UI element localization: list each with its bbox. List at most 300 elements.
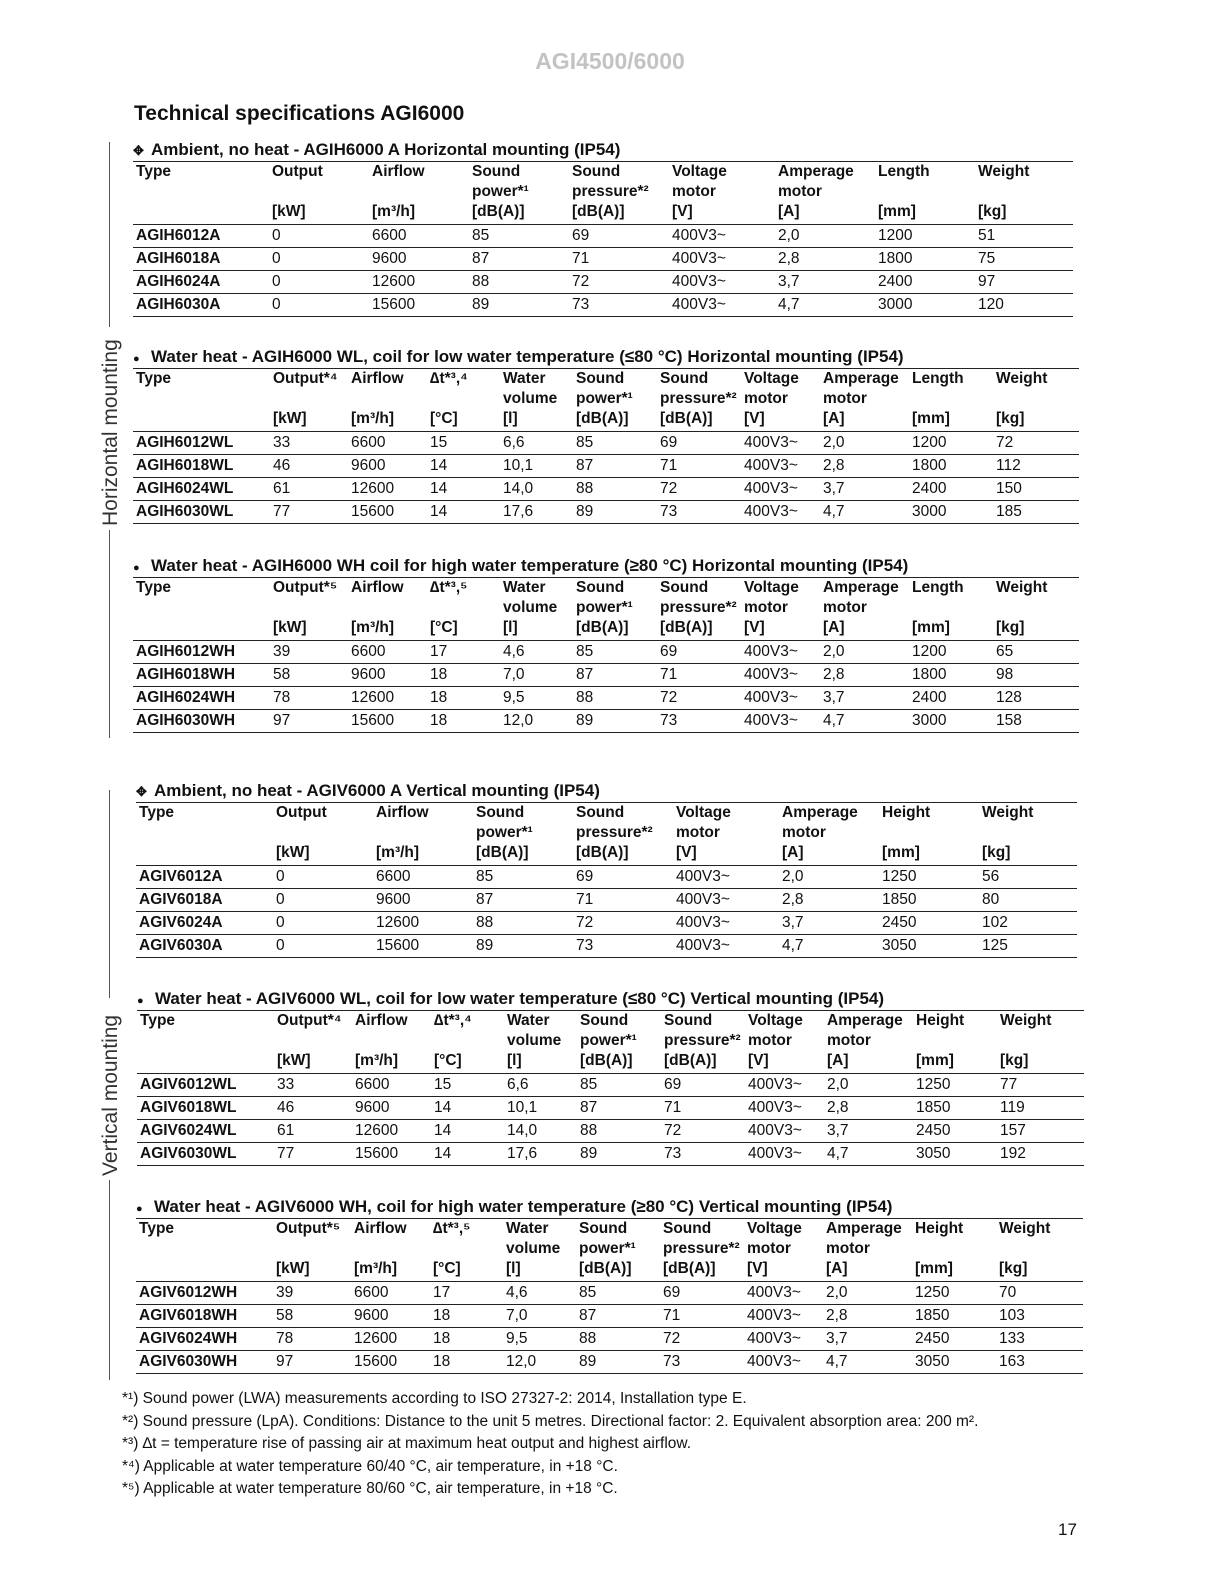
value-cell: 112 — [993, 455, 1079, 478]
value-cell: 72 — [993, 432, 1079, 455]
column-header-line — [916, 1031, 997, 1051]
column-unit: [dB(A)] — [576, 410, 629, 427]
spec-table — [133, 578, 1079, 733]
value-cell: 98 — [993, 664, 1079, 687]
table-row — [136, 889, 1077, 912]
value-cell: 14 — [431, 1143, 504, 1166]
column-header — [137, 1011, 274, 1074]
column-unit: [kW] — [277, 1052, 311, 1069]
value-cell: 163 — [996, 1351, 1083, 1374]
table-row — [136, 1305, 1083, 1328]
type-cell: AGIH6018WH — [133, 664, 270, 687]
column-unit: [m³/h] — [351, 619, 395, 636]
column-header — [741, 578, 820, 641]
value-cell: 85 — [469, 225, 569, 248]
value-cell: 400V3~ — [745, 1120, 824, 1143]
spec-section — [136, 780, 1077, 958]
column-unit: [A] — [826, 1260, 848, 1277]
value-cell: 14 — [427, 455, 500, 478]
column-header — [136, 1219, 273, 1282]
section-title — [136, 780, 1077, 803]
value-cell: 2450 — [913, 1120, 997, 1143]
column-unit — [136, 618, 270, 638]
column-header-line: motor — [747, 1240, 791, 1257]
value-cell: 14,0 — [504, 1120, 577, 1143]
column-header — [657, 369, 741, 432]
column-unit: [°C] — [430, 619, 458, 636]
value-cell: 2400 — [875, 271, 975, 294]
value-cell: 400V3~ — [673, 935, 779, 958]
value-cell: 4,7 — [779, 935, 879, 958]
table-row — [136, 1282, 1083, 1305]
column-header — [775, 162, 875, 225]
column-header-line: Height — [882, 804, 931, 821]
value-cell: 2,0 — [823, 1282, 912, 1305]
column-header-line: Amperage — [827, 1012, 903, 1029]
document-header: AGI4500/6000 — [535, 48, 685, 74]
value-cell: 400V3~ — [673, 866, 779, 889]
column-header — [133, 369, 270, 432]
value-cell: 400V3~ — [741, 641, 820, 664]
column-header-line — [996, 389, 1079, 409]
value-cell: 70 — [996, 1282, 1083, 1305]
value-cell: 71 — [660, 1305, 744, 1328]
value-cell: 89 — [573, 710, 657, 733]
column-header-line: Airflow — [354, 1220, 407, 1237]
value-cell: 61 — [274, 1120, 352, 1143]
table-row — [133, 478, 1079, 501]
column-header-line: pressure*² — [660, 599, 737, 616]
column-header — [503, 1219, 576, 1282]
column-header — [431, 1011, 504, 1074]
column-unit: [kg] — [1000, 1052, 1029, 1069]
column-header-line — [372, 182, 469, 202]
section-title-text: Ambient, no heat - AGIV6000 A Vertical mounting (IP54) — [154, 781, 600, 800]
type-cell: AGIV6030WH — [136, 1351, 273, 1374]
type-cell: AGIH6018WL — [133, 455, 270, 478]
column-header — [133, 578, 270, 641]
value-cell: 9600 — [352, 1097, 431, 1120]
column-header-line: power*¹ — [472, 183, 529, 200]
column-header — [369, 162, 469, 225]
value-cell: 39 — [270, 641, 348, 664]
column-unit: [A] — [823, 410, 845, 427]
column-header-line: Type — [139, 1220, 175, 1237]
value-cell: 185 — [993, 501, 1079, 524]
value-cell: 3050 — [913, 1143, 997, 1166]
column-header — [913, 1011, 997, 1074]
column-header-line: Amperage — [782, 804, 858, 821]
value-cell: 400V3~ — [669, 271, 775, 294]
column-unit: [°C] — [434, 1052, 462, 1069]
column-header — [573, 578, 657, 641]
column-header-line: power*¹ — [580, 1032, 637, 1049]
value-cell: 71 — [569, 248, 669, 271]
value-cell: 87 — [469, 248, 569, 271]
spec-table — [133, 369, 1079, 524]
value-cell: 15600 — [373, 935, 473, 958]
type-cell: AGIH6024WL — [133, 478, 270, 501]
value-cell: 2,8 — [823, 1305, 912, 1328]
value-cell: 85 — [576, 1282, 660, 1305]
table-row — [133, 641, 1079, 664]
value-cell: 12600 — [352, 1120, 431, 1143]
value-cell: 3000 — [909, 501, 993, 524]
value-cell: 0 — [269, 294, 369, 317]
value-cell: 6600 — [373, 866, 473, 889]
value-cell: 15600 — [352, 1143, 431, 1166]
section-title — [133, 346, 1079, 369]
type-cell: AGIV6024WH — [136, 1328, 273, 1351]
value-cell: 69 — [660, 1282, 744, 1305]
value-cell: 69 — [661, 1074, 745, 1097]
column-unit: [m³/h] — [372, 203, 416, 220]
column-header-line: Weight — [996, 579, 1048, 596]
column-header-line — [276, 823, 373, 843]
value-cell: 400V3~ — [669, 225, 775, 248]
column-unit: [m³/h] — [355, 1052, 399, 1069]
section-title — [133, 139, 1073, 162]
value-cell: 0 — [269, 248, 369, 271]
column-header-line — [140, 1031, 274, 1051]
column-header-line: Sound — [576, 804, 625, 821]
value-cell: 88 — [576, 1328, 660, 1351]
table-row — [136, 912, 1077, 935]
value-cell: 17,6 — [500, 501, 573, 524]
value-cell: 3,7 — [820, 478, 909, 501]
column-header — [269, 162, 369, 225]
type-cell: AGIV6012A — [136, 866, 273, 889]
column-header-line — [355, 1031, 431, 1051]
column-unit: [A] — [778, 203, 800, 220]
column-header-line: Amperage — [823, 579, 899, 596]
value-cell: 157 — [997, 1120, 1084, 1143]
type-cell: AGIH6012WH — [133, 641, 270, 664]
column-unit: [mm] — [912, 619, 950, 636]
column-header-line — [354, 1239, 430, 1259]
column-header — [504, 1011, 577, 1074]
value-cell: 17 — [430, 1282, 503, 1305]
value-cell: 400V3~ — [669, 248, 775, 271]
type-cell: AGIV6030WL — [137, 1143, 274, 1166]
table-row — [137, 1143, 1084, 1166]
column-unit: [kg] — [999, 1260, 1028, 1277]
value-cell: 2400 — [909, 478, 993, 501]
column-header-line: motor — [672, 183, 716, 200]
footnote: *⁴) Applicable at water temperature 60/40 °C, air temperature, in +18 °C. — [122, 1457, 618, 1475]
value-cell: 3,7 — [823, 1328, 912, 1351]
column-header — [427, 369, 500, 432]
value-cell: 71 — [657, 455, 741, 478]
column-header-line: Weight — [999, 1220, 1051, 1237]
value-cell: 400V3~ — [745, 1143, 824, 1166]
column-header-line: Sound — [576, 579, 625, 596]
column-header-line: Water — [503, 370, 546, 387]
column-unit: [mm] — [916, 1052, 954, 1069]
value-cell: 1850 — [913, 1097, 997, 1120]
column-header-line — [136, 598, 270, 618]
value-cell: 103 — [996, 1305, 1083, 1328]
section-title-text: Water heat - AGIV6000 WH, coil for high water temperature (≥80 °C) Vertical mounting (IP54) — [154, 1197, 893, 1216]
value-cell: 12600 — [373, 912, 473, 935]
drop-icon: ● — [136, 1203, 143, 1215]
value-cell: 3,7 — [820, 687, 909, 710]
value-cell: 89 — [576, 1351, 660, 1374]
side-rule-vertical-top — [109, 790, 110, 998]
column-unit: [V] — [744, 619, 765, 636]
page-title: Technical specifications AGI6000 — [134, 102, 465, 125]
column-header — [500, 369, 573, 432]
column-unit — [136, 409, 270, 429]
table-row — [133, 710, 1079, 733]
fan-icon: ✥ — [136, 784, 147, 799]
value-cell: 18 — [427, 687, 500, 710]
column-header-line — [273, 389, 348, 409]
column-unit — [139, 1259, 273, 1279]
value-cell: 33 — [270, 432, 348, 455]
column-header — [569, 162, 669, 225]
section-title-text: Water heat - AGIH6000 WL, coil for low water temperature (≤80 °C) Horizontal mounting (IP54) — [151, 347, 904, 366]
spec-section — [136, 1196, 1083, 1374]
section-title-text: Water heat - AGIV6000 WL, coil for low water temperature (≤80 °C) Vertical mounting (IP54) — [155, 989, 885, 1008]
value-cell: 46 — [270, 455, 348, 478]
value-cell: 77 — [997, 1074, 1084, 1097]
column-unit: [dB(A)] — [660, 619, 713, 636]
value-cell: 69 — [573, 866, 673, 889]
column-header — [909, 578, 993, 641]
value-cell: 71 — [573, 889, 673, 912]
column-header-line: pressure*² — [576, 824, 653, 841]
column-unit: [l] — [503, 619, 518, 636]
value-cell: 400V3~ — [673, 889, 779, 912]
type-cell: AGIH6030A — [133, 294, 269, 317]
value-cell: 400V3~ — [744, 1305, 823, 1328]
value-cell: 400V3~ — [744, 1282, 823, 1305]
value-cell: 2,8 — [824, 1097, 913, 1120]
value-cell: 77 — [274, 1143, 352, 1166]
column-unit: [l] — [503, 410, 518, 427]
table-row — [136, 935, 1077, 958]
column-unit: [m³/h] — [354, 1260, 398, 1277]
value-cell: 71 — [657, 664, 741, 687]
value-cell: 4,7 — [823, 1351, 912, 1374]
value-cell: 400V3~ — [744, 1351, 823, 1374]
value-cell: 400V3~ — [741, 501, 820, 524]
type-cell: AGIH6012WL — [133, 432, 270, 455]
column-header — [430, 1219, 503, 1282]
column-header — [993, 369, 1079, 432]
column-header — [577, 1011, 661, 1074]
type-cell: AGIH6030WL — [133, 501, 270, 524]
column-header — [573, 803, 673, 866]
column-header-line: Voltage — [747, 1220, 802, 1237]
column-header — [273, 1219, 351, 1282]
value-cell: 400V3~ — [741, 478, 820, 501]
column-header-line: Airflow — [372, 163, 425, 180]
value-cell: 0 — [273, 866, 373, 889]
column-unit: [kg] — [996, 410, 1025, 427]
spec-table — [133, 162, 1073, 317]
column-unit: [kW] — [276, 1260, 310, 1277]
column-header — [136, 803, 273, 866]
value-cell: 18 — [427, 710, 500, 733]
column-header-line: power*¹ — [476, 824, 533, 841]
column-unit: [dB(A)] — [580, 1052, 633, 1069]
column-header — [820, 369, 909, 432]
column-header — [824, 1011, 913, 1074]
column-header-line: motor — [744, 390, 788, 407]
column-header-line: Airflow — [355, 1012, 408, 1029]
column-unit — [140, 1051, 274, 1071]
value-cell: 17,6 — [504, 1143, 577, 1166]
value-cell: 3,7 — [824, 1120, 913, 1143]
column-unit: [dB(A)] — [576, 844, 629, 861]
value-cell: 18 — [430, 1305, 503, 1328]
value-cell: 0 — [273, 889, 373, 912]
value-cell: 88 — [573, 478, 657, 501]
column-unit: [V] — [748, 1052, 769, 1069]
value-cell: 6,6 — [500, 432, 573, 455]
type-cell: AGIV6012WH — [136, 1282, 273, 1305]
value-cell: 72 — [657, 478, 741, 501]
column-header — [348, 369, 427, 432]
side-label-horizontal: Horizontal mounting — [99, 339, 122, 526]
column-header-line: pressure*² — [572, 183, 649, 200]
column-header-line: ∆t*³,⁴ — [434, 1012, 472, 1029]
value-cell: 1250 — [913, 1074, 997, 1097]
value-cell: 72 — [573, 912, 673, 935]
value-cell: 6600 — [348, 641, 427, 664]
value-cell: 15 — [431, 1074, 504, 1097]
value-cell: 88 — [473, 912, 573, 935]
column-unit: [°C] — [430, 410, 458, 427]
column-header-line — [996, 598, 1079, 618]
value-cell: 128 — [993, 687, 1079, 710]
value-cell: 9600 — [373, 889, 473, 912]
value-cell: 85 — [573, 641, 657, 664]
value-cell: 7,0 — [500, 664, 573, 687]
column-unit: [dB(A)] — [576, 619, 629, 636]
table-row — [136, 1328, 1083, 1351]
value-cell: 12600 — [351, 1328, 430, 1351]
value-cell: 72 — [569, 271, 669, 294]
table-row — [133, 455, 1079, 478]
value-cell: 125 — [979, 935, 1077, 958]
column-header-line — [982, 823, 1077, 843]
side-rule-horizontal-top — [109, 142, 110, 327]
column-header-line: Length — [878, 163, 930, 180]
drop-icon: ● — [137, 995, 144, 1007]
column-header-line — [272, 182, 369, 202]
column-header-line — [376, 823, 473, 843]
value-cell: 69 — [657, 641, 741, 664]
value-cell: 87 — [573, 455, 657, 478]
column-header-line: Voltage — [744, 579, 799, 596]
value-cell: 72 — [661, 1120, 745, 1143]
value-cell: 89 — [473, 935, 573, 958]
column-unit: [l] — [507, 1052, 522, 1069]
value-cell: 73 — [657, 501, 741, 524]
column-header — [744, 1219, 823, 1282]
column-unit: [m³/h] — [376, 844, 420, 861]
column-header-line — [351, 598, 427, 618]
column-header — [779, 803, 879, 866]
value-cell: 150 — [993, 478, 1079, 501]
column-header-line: Airflow — [376, 804, 429, 821]
column-unit: [kW] — [272, 203, 306, 220]
value-cell: 18 — [430, 1351, 503, 1374]
column-header-line: Output*⁵ — [276, 1220, 341, 1237]
value-cell: 3,7 — [775, 271, 875, 294]
column-unit: [A] — [823, 619, 845, 636]
value-cell: 72 — [660, 1328, 744, 1351]
value-cell: 12600 — [348, 687, 427, 710]
column-header-line: Water — [503, 579, 546, 596]
column-header-line: Airflow — [351, 370, 404, 387]
value-cell: 4,7 — [820, 501, 909, 524]
type-cell: AGIV6024A — [136, 912, 273, 935]
value-cell: 102 — [979, 912, 1077, 935]
column-header-line: Amperage — [778, 163, 854, 180]
column-header — [745, 1011, 824, 1074]
column-unit: [A] — [827, 1052, 849, 1069]
value-cell: 14 — [427, 501, 500, 524]
value-cell: 6600 — [351, 1282, 430, 1305]
column-header-line: Type — [139, 804, 175, 821]
page-number: 17 — [1058, 1520, 1077, 1539]
value-cell: 2450 — [912, 1328, 996, 1351]
drop-icon: ● — [133, 353, 140, 365]
column-header — [660, 1219, 744, 1282]
value-cell: 2,8 — [779, 889, 879, 912]
column-header — [270, 578, 348, 641]
value-cell: 9600 — [351, 1305, 430, 1328]
value-cell: 6600 — [369, 225, 469, 248]
column-unit: [V] — [747, 1260, 768, 1277]
column-header-line: Height — [916, 1012, 965, 1029]
column-unit: [l] — [506, 1260, 521, 1277]
value-cell: 15600 — [348, 710, 427, 733]
value-cell: 2,8 — [820, 455, 909, 478]
column-header-line: Sound — [572, 163, 621, 180]
column-header — [975, 162, 1073, 225]
drop-icon: ● — [133, 562, 140, 574]
column-unit: [kg] — [982, 844, 1011, 861]
value-cell: 10,1 — [500, 455, 573, 478]
column-unit: [dB(A)] — [472, 203, 525, 220]
column-header-line: Sound — [476, 804, 525, 821]
value-cell: 400V3~ — [669, 294, 775, 317]
value-cell: 89 — [577, 1143, 661, 1166]
value-cell: 400V3~ — [741, 432, 820, 455]
column-header-line: Output*⁵ — [273, 579, 338, 596]
column-header — [352, 1011, 431, 1074]
value-cell: 2450 — [879, 912, 979, 935]
column-header — [741, 369, 820, 432]
column-unit — [139, 843, 273, 863]
value-cell: 400V3~ — [741, 664, 820, 687]
value-cell: 9,5 — [500, 687, 573, 710]
value-cell: 58 — [273, 1305, 351, 1328]
column-header-line — [915, 1239, 996, 1259]
value-cell: 9600 — [369, 248, 469, 271]
value-cell: 75 — [975, 248, 1073, 271]
section-title-text: Ambient, no heat - AGIH6000 A Horizontal mounting (IP54) — [151, 140, 621, 159]
value-cell: 88 — [573, 687, 657, 710]
table-row — [133, 664, 1079, 687]
column-header — [351, 1219, 430, 1282]
value-cell: 1850 — [912, 1305, 996, 1328]
